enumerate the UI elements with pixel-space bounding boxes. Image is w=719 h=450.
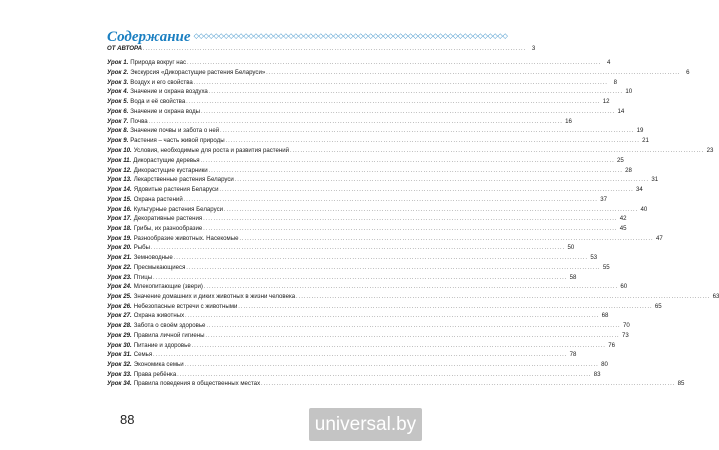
toc-lesson-number: Урок 20. [107, 244, 132, 252]
toc-entry[interactable] [107, 234, 663, 244]
toc-page-number: 19 [636, 127, 644, 135]
leader-dots: ................................................................................................................................................................ [238, 303, 653, 310]
toc-page-number: 58 [569, 273, 577, 281]
leader-dots: ................................................................................................................................................................ [208, 167, 623, 174]
leader-dots: ................................................................................................................................................................ [201, 108, 616, 115]
toc-entry[interactable] [107, 331, 629, 341]
toc-lesson-number: Урок 31. [107, 351, 132, 359]
toc-lesson-title: Дикорастущие деревья [133, 156, 200, 164]
toc-lesson-number: Урок 19. [107, 234, 132, 242]
leader-dots: ................................................................................................................................................................ [187, 60, 602, 67]
toc-entry-author[interactable] [107, 44, 536, 54]
leader-dots: ................................................................................................................................................................ [191, 342, 606, 349]
leader-dots: ................................................................................................................................................................ [148, 118, 563, 125]
leader-dots: ................................................................................................................................................................ [186, 264, 601, 271]
toc-entry[interactable] [107, 68, 690, 78]
toc-lesson-number: Урок 3. [107, 78, 129, 86]
toc-lesson-title: Условия, необходимые для роста и развития растений [133, 146, 290, 154]
ornament-diamonds: ◇◇◇◇◇◇◇◇◇◇◇◇◇◇◇◇◇◇◇◇◇◇◇◇◇◇◇◇◇◇◇◇◇◇◇◇◇◇◇◇◇◇◇◇◇◇◇◇◇◇◇◇◇◇◇◇◇◇◇◇◇◇◇ [193, 33, 508, 40]
toc-lesson-number: Урок 26. [107, 302, 132, 310]
toc-page-number: 76 [608, 341, 615, 349]
leader-dots: ................................................................................................................................................................ [225, 137, 640, 144]
toc-page-number: 23 [706, 146, 714, 154]
toc-page-number: 21 [642, 136, 649, 144]
toc-entry[interactable] [107, 360, 608, 370]
toc-lesson-title: Пресмыкающиеся [133, 263, 186, 271]
toc-lesson-title: Дикорастущие кустарники [133, 166, 208, 174]
toc-lesson-title: Лекарственные растения Беларуси [133, 176, 234, 184]
toc-lesson-number: Урок 25. [107, 292, 132, 300]
toc-page-number: 28 [625, 166, 632, 174]
toc-entry[interactable] [107, 350, 577, 360]
toc-entry[interactable] [107, 97, 610, 107]
toc-entry[interactable] [107, 58, 611, 68]
toc-author-label: ОТ АВТОРА [107, 45, 143, 52]
toc-entry[interactable] [107, 273, 577, 283]
toc-lesson-number: Урок 30. [107, 341, 132, 349]
toc-entry[interactable] [107, 302, 662, 312]
toc-entry[interactable] [107, 214, 627, 224]
toc-entry[interactable] [107, 224, 627, 234]
toc-page-number: 60 [620, 283, 628, 291]
toc-entry[interactable] [107, 282, 628, 292]
toc-page-number: 12 [602, 98, 610, 106]
toc-page-number: 68 [601, 312, 609, 320]
toc-lesson-title: Почва [130, 117, 148, 125]
toc-page-number: 42 [619, 215, 627, 223]
toc-lesson-title: Млекопитающие (звери) [133, 283, 203, 291]
toc-lesson-title: Птицы [133, 273, 153, 281]
toc-lesson-title: Грибы, их разнообразие [133, 224, 203, 232]
leader-dots: ................................................................................................................................................................ [219, 187, 634, 194]
toc-lesson-number: Урок 33. [107, 370, 132, 378]
toc-entry[interactable] [107, 126, 644, 136]
leader-dots: ................................................................................................................................................................ [208, 89, 624, 96]
toc-lesson-number: Урок 6. [107, 107, 129, 115]
toc-lesson-title: Питание и здоровье [133, 341, 191, 349]
toc-entry[interactable] [107, 107, 625, 117]
toc-page-number: 50 [567, 244, 575, 252]
toc-page-number: 6 [686, 68, 690, 76]
toc-lesson-number: Урок 23. [107, 273, 132, 281]
toc-lesson-title: Охрана животных [133, 312, 185, 320]
toc-lesson-title: Ядовитые растения Беларуси [133, 186, 219, 194]
leader-dots: ................................................................................................................................................................ [186, 99, 601, 106]
toc-page-number: 53 [590, 254, 598, 262]
leader-dots: ................................................................................................................................................................ [203, 225, 618, 232]
toc-lesson-title: Значение и охрана воды [130, 107, 201, 115]
lesson-list [107, 58, 719, 389]
toc-page-number: 45 [619, 224, 627, 232]
toc-entry[interactable] [107, 370, 601, 380]
toc-lesson-title: Воздух и его свойства [130, 78, 193, 86]
leader-dots: ................................................................................................................................................................ [224, 206, 639, 213]
toc-entry[interactable] [107, 205, 648, 215]
toc-lesson-number: Урок 9. [107, 136, 129, 144]
leader-dots: ................................................................................................................................................................ [151, 245, 566, 252]
leader-dots: ................................................................................................................................................................ [173, 255, 589, 262]
toc-lesson-number: Урок 8. [107, 127, 129, 135]
toc-lesson-number: Урок 10. [107, 146, 132, 154]
toc-entry[interactable] [107, 146, 714, 156]
leader-dots: ................................................................................................................................................................ [193, 79, 609, 86]
toc-lesson-title: Значение почвы и забота о ней [130, 127, 220, 135]
toc-page-number: 73 [621, 331, 629, 339]
page-title: Содержание [107, 28, 191, 45]
toc-lesson-number: Урок 17. [107, 215, 132, 223]
leader-dots: ................................................................................................................................................................ [185, 313, 600, 320]
leader-dots: ................................................................................................................................................................ [206, 323, 621, 330]
toc-page-number: 3 [531, 45, 536, 52]
toc-lesson-title: Декоративные растения [133, 215, 203, 223]
toc-entry[interactable] [107, 292, 719, 302]
toc-lesson-number: Урок 21. [107, 254, 132, 262]
toc-entry[interactable] [107, 379, 685, 389]
toc-page-number: 25 [617, 156, 624, 164]
toc-lesson-title: Права ребёнка [133, 370, 177, 378]
toc-page-number: 83 [593, 370, 601, 378]
toc-lesson-title: Забота о своём здоровье [133, 322, 206, 330]
toc-lesson-number: Урок 18. [107, 224, 132, 232]
page-number: 88 [120, 412, 135, 427]
toc-lesson-number: Урок 11. [107, 156, 132, 164]
toc-page-number: 34 [636, 186, 643, 194]
toc-lesson-title: Правила поведения в общественных местах [133, 380, 261, 388]
toc-page-number: 55 [602, 263, 610, 271]
toc-entry[interactable] [107, 78, 618, 88]
toc-entry[interactable] [107, 263, 610, 273]
toc-lesson-number: Урок 16. [107, 205, 132, 213]
toc-lesson-number: Урок 34. [107, 380, 132, 388]
toc-page-number: 40 [640, 205, 648, 213]
toc-page-number: 14 [617, 107, 625, 115]
toc-page-number: 85 [677, 380, 685, 388]
toc-lesson-number: Урок 32. [107, 361, 132, 368]
toc-lesson-title: Вода и её свойства [130, 98, 186, 106]
toc-lesson-number: Урок 24. [107, 283, 132, 291]
toc-lesson-number: Урок 7. [107, 117, 129, 125]
toc-lesson-title: Природа вокруг нас [130, 59, 187, 67]
leader-dots: ................................................................................................................................................................ [220, 128, 635, 135]
toc-entry[interactable] [107, 156, 624, 166]
leader-dots: ................................................................................................................................................................ [153, 274, 568, 281]
toc-lesson-number: Урок 29. [107, 331, 132, 339]
leader-dots: .................................................................................................................................................... [143, 46, 527, 52]
leader-dots: ................................................................................................................................................................ [290, 147, 705, 154]
leader-dots: ................................................................................................................................................................ [203, 284, 619, 291]
leader-dots: ................................................................................................................................................................ [177, 371, 592, 378]
toc-lesson-number: Урок 14. [107, 186, 132, 194]
toc-entry[interactable] [107, 136, 649, 146]
toc-lesson-title: Значение домашних и диких животных в жизни человека [133, 292, 296, 300]
toc-lesson-number: Урок 1. [107, 59, 129, 67]
toc-lesson-number: Урок 2. [107, 68, 129, 76]
watermark-logo: universal.by [309, 408, 422, 441]
toc-entry[interactable] [107, 117, 572, 127]
toc-page-number: 16 [565, 117, 572, 125]
toc-entry[interactable] [107, 185, 643, 195]
toc-lesson-title: Охрана растений [133, 195, 183, 203]
toc-page-number: 63 [712, 292, 719, 300]
table-of-contents [107, 44, 719, 389]
toc-lesson-title: Растения – часть живой природы [130, 136, 225, 144]
leader-dots: ................................................................................................................................................................ [153, 352, 568, 359]
toc-lesson-title: Значение и охрана воздуха [130, 88, 208, 96]
toc-lesson-title: Земноводные [133, 254, 173, 262]
toc-lesson-title: Семья [133, 351, 153, 359]
leader-dots: ................................................................................................................................................................ [239, 235, 654, 242]
toc-page-number: 70 [622, 322, 630, 330]
toc-page-number: 4 [606, 59, 611, 67]
toc-lesson-number: Урок 15. [107, 195, 132, 203]
toc-lesson-title: Правила личной гигиены [133, 331, 205, 339]
toc-entry[interactable] [107, 175, 659, 185]
leader-dots: ................................................................................................................................................................ [205, 332, 620, 339]
toc-page-number: 47 [655, 234, 663, 242]
toc-page-number: 31 [651, 176, 659, 184]
toc-entry[interactable] [107, 195, 608, 205]
toc-entry[interactable] [107, 311, 609, 321]
toc-lesson-number: Урок 22. [107, 263, 132, 271]
toc-lesson-number: Урок 4. [107, 88, 129, 96]
toc-entry[interactable] [107, 243, 575, 253]
toc-entry[interactable] [107, 253, 598, 263]
toc-lesson-title: Культурные растения Беларуси [133, 205, 224, 213]
toc-lesson-number: Урок 13. [107, 176, 132, 184]
leader-dots: ................................................................................................................................................................ [261, 381, 676, 388]
toc-entry[interactable] [107, 87, 633, 97]
toc-lesson-number: Урок 5. [107, 98, 129, 106]
leader-dots: ................................................................................................................................................................ [266, 69, 681, 76]
toc-lesson-number: Урок 28. [107, 322, 132, 330]
toc-lesson-title: Экономика семьи [133, 361, 184, 368]
toc-lesson-number: Урок 27. [107, 312, 132, 320]
toc-entry[interactable] [107, 321, 630, 331]
leader-dots: ................................................................................................................................................................ [203, 216, 618, 223]
toc-lesson-title: Разнообразие животных. Насекомые [133, 234, 239, 242]
toc-page-number: 8 [613, 78, 618, 86]
toc-page-number: 65 [654, 302, 662, 310]
toc-page-number: 10 [625, 88, 633, 96]
leader-dots: ................................................................................................................................................................ [184, 362, 599, 368]
toc-lesson-number: Урок 12. [107, 166, 132, 174]
leader-dots: ................................................................................................................................................................ [296, 293, 711, 300]
toc-page-number: 78 [569, 351, 577, 359]
leader-dots: ................................................................................................................................................................ [234, 177, 650, 184]
leader-dots: ................................................................................................................................................................ [183, 196, 599, 203]
toc-page-number: 80 [601, 361, 608, 368]
toc-entry[interactable] [107, 166, 632, 176]
toc-lesson-title: Небезопасные встречи с животными [133, 302, 238, 310]
toc-page-number: 37 [600, 195, 608, 203]
leader-dots: ................................................................................................................................................................ [200, 157, 615, 164]
toc-lesson-title: Рыбы [133, 244, 151, 252]
toc-lesson-title: Экскурсия «Дикорастущие растения Беларуси» [130, 68, 266, 76]
toc-entry[interactable] [107, 341, 615, 351]
